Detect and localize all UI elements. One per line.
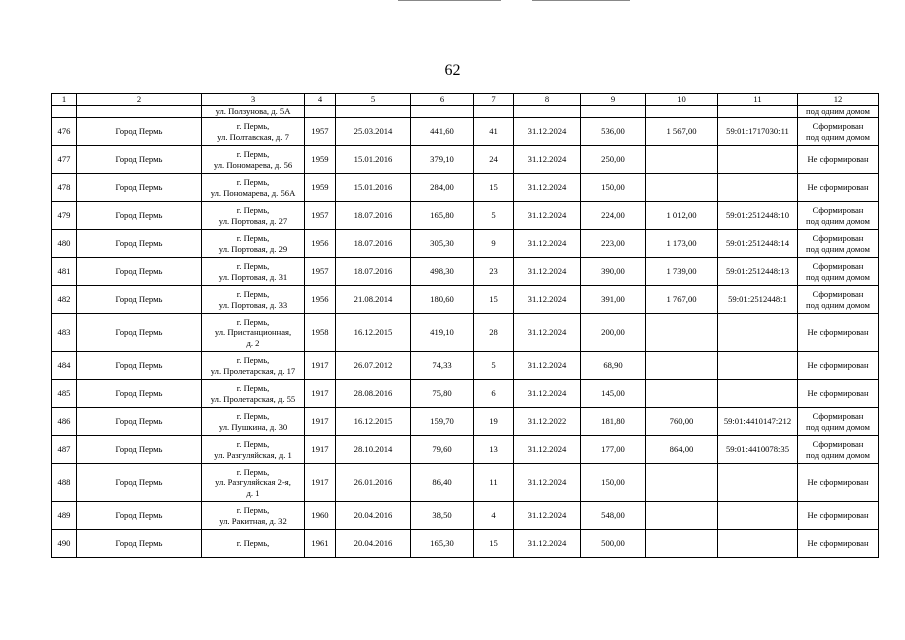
cadastral-cell: 59:01:2512448:10 bbox=[718, 202, 798, 230]
residents-cell: 23 bbox=[474, 258, 514, 286]
cadastral-cell: 59:01:4410147:212 bbox=[718, 408, 798, 436]
residents-cell: 5 bbox=[474, 352, 514, 380]
value-cell: 760,00 bbox=[646, 408, 718, 436]
header-cell: 1 bbox=[52, 94, 77, 106]
status-cell: Не сформирован bbox=[798, 146, 879, 174]
status-cell: Сформирован под одним домом bbox=[798, 286, 879, 314]
area-cell: 165,30 bbox=[411, 530, 474, 558]
area-cell: 165,80 bbox=[411, 202, 474, 230]
area-cell: 74,33 bbox=[411, 352, 474, 380]
deadline-cell: 31.12.2024 bbox=[514, 146, 581, 174]
value-cell bbox=[646, 502, 718, 530]
area-cell: 441,60 bbox=[411, 118, 474, 146]
year-cell: 1957 bbox=[305, 258, 336, 286]
top-rule-right bbox=[532, 0, 630, 1]
cadastral-cell: 59:01:2512448:1 bbox=[718, 286, 798, 314]
housing-table bbox=[51, 93, 879, 558]
value-cell bbox=[646, 174, 718, 202]
row-number-cell: 485 bbox=[52, 380, 77, 408]
year-cell: 1956 bbox=[305, 286, 336, 314]
table-row bbox=[52, 408, 879, 436]
residents-cell: 15 bbox=[474, 174, 514, 202]
municipality-cell: Город Пермь bbox=[77, 464, 202, 502]
year-cell: 1959 bbox=[305, 146, 336, 174]
area-cell: 419,10 bbox=[411, 314, 474, 352]
value-cell: 177,00 bbox=[581, 436, 646, 464]
address-cell: г. Пермь, bbox=[202, 530, 305, 558]
area-cell: 498,30 bbox=[411, 258, 474, 286]
year-cell: 1917 bbox=[305, 464, 336, 502]
municipality-cell: Город Пермь bbox=[77, 380, 202, 408]
address-cell: г. Пермь, ул. Портовая, д. 31 bbox=[202, 258, 305, 286]
value-cell: 250,00 bbox=[581, 146, 646, 174]
row-number-cell: 489 bbox=[52, 502, 77, 530]
status-cell: Сформирован под одним домом bbox=[798, 230, 879, 258]
year-cell: 1961 bbox=[305, 530, 336, 558]
deadline-cell: 31.12.2022 bbox=[514, 408, 581, 436]
table-row bbox=[52, 530, 879, 558]
municipality-cell: Город Пермь bbox=[77, 436, 202, 464]
header-cell: 5 bbox=[336, 94, 411, 106]
value-cell: 1 567,00 bbox=[646, 118, 718, 146]
table-row bbox=[52, 230, 879, 258]
page-number: 62 bbox=[444, 62, 461, 79]
row-number-cell: 486 bbox=[52, 408, 77, 436]
row-number-cell: 487 bbox=[52, 436, 77, 464]
header-cell: 11 bbox=[718, 94, 798, 106]
value-cell: 181,80 bbox=[581, 408, 646, 436]
value-cell: 1 739,00 bbox=[646, 258, 718, 286]
municipality-cell: Город Пермь bbox=[77, 230, 202, 258]
row-number-cell: 483 bbox=[52, 314, 77, 352]
date-cell: 16.12.2015 bbox=[336, 314, 411, 352]
cadastral-cell bbox=[718, 502, 798, 530]
date-cell: 18.07.2016 bbox=[336, 258, 411, 286]
value-cell: 1 767,00 bbox=[646, 286, 718, 314]
area-cell: 159,70 bbox=[411, 408, 474, 436]
date-cell: 21.08.2014 bbox=[336, 286, 411, 314]
value-cell: 536,00 bbox=[581, 118, 646, 146]
status-cell: Сформирован под одним домом bbox=[798, 436, 879, 464]
value-cell: 145,00 bbox=[581, 380, 646, 408]
row-number-cell: 480 bbox=[52, 230, 77, 258]
area-cell: 305,30 bbox=[411, 230, 474, 258]
header-cell: 10 bbox=[646, 94, 718, 106]
year-cell: 1917 bbox=[305, 380, 336, 408]
address-cell: г. Пермь, ул. Портовая, д. 33 bbox=[202, 286, 305, 314]
address-cell: г. Пермь, ул. Пролетарская, д. 17 bbox=[202, 352, 305, 380]
year-cell: 1956 bbox=[305, 230, 336, 258]
deadline-cell: 31.12.2024 bbox=[514, 464, 581, 502]
address-cell: г. Пермь, ул. Полтавская, д. 7 bbox=[202, 118, 305, 146]
value-cell bbox=[646, 314, 718, 352]
residents-cell: 4 bbox=[474, 502, 514, 530]
cadastral-cell bbox=[718, 352, 798, 380]
area-cell: 38,50 bbox=[411, 502, 474, 530]
municipality-cell: Город Пермь bbox=[77, 146, 202, 174]
year-cell: 1959 bbox=[305, 174, 336, 202]
row-number-cell: 476 bbox=[52, 118, 77, 146]
deadline-cell: 31.12.2024 bbox=[514, 352, 581, 380]
year-cell: 1957 bbox=[305, 202, 336, 230]
year-cell: 1958 bbox=[305, 314, 336, 352]
value-cell bbox=[646, 464, 718, 502]
deadline-cell: 31.12.2024 bbox=[514, 174, 581, 202]
year-cell: 1960 bbox=[305, 502, 336, 530]
table-row bbox=[52, 464, 879, 502]
area-cell: 284,00 bbox=[411, 174, 474, 202]
header-cell: 6 bbox=[411, 94, 474, 106]
cadastral-cell bbox=[718, 530, 798, 558]
address-cell: г. Пермь, ул. Ракитная, д. 32 bbox=[202, 502, 305, 530]
area-cell: 180,60 bbox=[411, 286, 474, 314]
residents-cell: 19 bbox=[474, 408, 514, 436]
address-cell: г. Пермь, ул. Пролетарская, д. 55 bbox=[202, 380, 305, 408]
municipality-cell: Город Пермь bbox=[77, 118, 202, 146]
address-cell: г. Пермь, ул. Пушкина, д. 30 bbox=[202, 408, 305, 436]
year-cell: 1957 bbox=[305, 118, 336, 146]
deadline-cell: 31.12.2024 bbox=[514, 502, 581, 530]
deadline-cell: 31.12.2024 bbox=[514, 118, 581, 146]
address-cell: ул. Ползунова, д. 5А bbox=[202, 106, 305, 118]
row-number-cell: 479 bbox=[52, 202, 77, 230]
value-cell: 864,00 bbox=[646, 436, 718, 464]
date-cell: 18.07.2016 bbox=[336, 202, 411, 230]
date-cell: 26.07.2012 bbox=[336, 352, 411, 380]
row-number-cell: 484 bbox=[52, 352, 77, 380]
deadline-cell: 31.12.2024 bbox=[514, 380, 581, 408]
date-cell: 20.04.2016 bbox=[336, 502, 411, 530]
table-row bbox=[52, 286, 879, 314]
year-cell: 1917 bbox=[305, 352, 336, 380]
area-cell: 379,10 bbox=[411, 146, 474, 174]
status-cell: Не сформирован bbox=[798, 530, 879, 558]
value-cell: 223,00 bbox=[581, 230, 646, 258]
table-row bbox=[52, 380, 879, 408]
cadastral-cell bbox=[718, 380, 798, 408]
header-cell: 4 bbox=[305, 94, 336, 106]
residents-cell: 24 bbox=[474, 146, 514, 174]
deadline-cell: 31.12.2024 bbox=[514, 530, 581, 558]
deadline-cell: 31.12.2024 bbox=[514, 230, 581, 258]
cadastral-cell bbox=[718, 146, 798, 174]
cadastral-cell: 59:01:1717030:11 bbox=[718, 118, 798, 146]
value-cell: 500,00 bbox=[581, 530, 646, 558]
municipality-cell: Город Пермь bbox=[77, 314, 202, 352]
deadline-cell: 31.12.2024 bbox=[514, 314, 581, 352]
row-number-cell: 481 bbox=[52, 258, 77, 286]
municipality-cell: Город Пермь bbox=[77, 258, 202, 286]
status-cell: Сформирован под одним домом bbox=[798, 408, 879, 436]
address-cell: г. Пермь, ул. Портовая, д. 29 bbox=[202, 230, 305, 258]
date-cell: 28.10.2014 bbox=[336, 436, 411, 464]
row-number-cell: 477 bbox=[52, 146, 77, 174]
value-cell bbox=[646, 352, 718, 380]
cadastral-cell bbox=[718, 464, 798, 502]
deadline-cell: 31.12.2024 bbox=[514, 258, 581, 286]
row-number-cell: 488 bbox=[52, 464, 77, 502]
header-cell: 8 bbox=[514, 94, 581, 106]
deadline-cell: 31.12.2024 bbox=[514, 202, 581, 230]
table-row bbox=[52, 118, 879, 146]
status-cell: Не сформирован bbox=[798, 464, 879, 502]
residents-cell: 15 bbox=[474, 530, 514, 558]
address-cell: г. Пермь, ул. Пристанционная, д. 2 bbox=[202, 314, 305, 352]
date-cell: 15.01.2016 bbox=[336, 146, 411, 174]
status-cell: Сформирован под одним домом bbox=[798, 202, 879, 230]
value-cell: 548,00 bbox=[581, 502, 646, 530]
status-cell: Сформирован под одним домом bbox=[798, 118, 879, 146]
table-row bbox=[52, 314, 879, 352]
cadastral-cell bbox=[718, 174, 798, 202]
status-cell: Не сформирован bbox=[798, 174, 879, 202]
header-cell: 9 bbox=[581, 94, 646, 106]
status-cell: Не сформирован bbox=[798, 352, 879, 380]
continued-row bbox=[52, 106, 879, 118]
residents-cell: 11 bbox=[474, 464, 514, 502]
municipality-cell: Город Пермь bbox=[77, 530, 202, 558]
value-cell: 391,00 bbox=[581, 286, 646, 314]
value-cell bbox=[646, 146, 718, 174]
row-number-cell: 482 bbox=[52, 286, 77, 314]
header-cell: 3 bbox=[202, 94, 305, 106]
cadastral-cell: 59:01:4410078:35 bbox=[718, 436, 798, 464]
table-row bbox=[52, 258, 879, 286]
area-cell: 86,40 bbox=[411, 464, 474, 502]
status-cell: Не сформирован bbox=[798, 502, 879, 530]
top-rule-left bbox=[398, 0, 501, 1]
municipality-cell: Город Пермь bbox=[77, 352, 202, 380]
municipality-cell: Город Пермь bbox=[77, 202, 202, 230]
header-cell: 2 bbox=[77, 94, 202, 106]
year-cell: 1917 bbox=[305, 436, 336, 464]
cadastral-cell: 59:01:2512448:14 bbox=[718, 230, 798, 258]
value-cell: 150,00 bbox=[581, 464, 646, 502]
date-cell: 25.03.2014 bbox=[336, 118, 411, 146]
area-cell: 79,60 bbox=[411, 436, 474, 464]
status-cell: Не сформирован bbox=[798, 380, 879, 408]
address-cell: г. Пермь, ул. Пономарева, д. 56А bbox=[202, 174, 305, 202]
deadline-cell: 31.12.2024 bbox=[514, 286, 581, 314]
value-cell: 68,90 bbox=[581, 352, 646, 380]
status-cell: под одним домом bbox=[798, 106, 879, 118]
value-cell bbox=[646, 530, 718, 558]
residents-cell: 15 bbox=[474, 286, 514, 314]
date-cell: 16.12.2015 bbox=[336, 408, 411, 436]
date-cell: 18.07.2016 bbox=[336, 230, 411, 258]
value-cell: 150,00 bbox=[581, 174, 646, 202]
table-row bbox=[52, 146, 879, 174]
value-cell: 1 012,00 bbox=[646, 202, 718, 230]
status-cell: Не сформирован bbox=[798, 314, 879, 352]
row-number-cell: 478 bbox=[52, 174, 77, 202]
residents-cell: 6 bbox=[474, 380, 514, 408]
residents-cell: 5 bbox=[474, 202, 514, 230]
residents-cell: 28 bbox=[474, 314, 514, 352]
table-row bbox=[52, 174, 879, 202]
value-cell bbox=[646, 380, 718, 408]
address-cell: г. Пермь, ул. Разгуляйская 2-я, д. 1 bbox=[202, 464, 305, 502]
table-row bbox=[52, 436, 879, 464]
residents-cell: 9 bbox=[474, 230, 514, 258]
municipality-cell: Город Пермь bbox=[77, 502, 202, 530]
residents-cell: 13 bbox=[474, 436, 514, 464]
date-cell: 26.01.2016 bbox=[336, 464, 411, 502]
value-cell: 390,00 bbox=[581, 258, 646, 286]
year-cell: 1917 bbox=[305, 408, 336, 436]
table-row bbox=[52, 352, 879, 380]
municipality-cell: Город Пермь bbox=[77, 174, 202, 202]
row-number-cell: 490 bbox=[52, 530, 77, 558]
address-cell: г. Пермь, ул. Пономарева, д. 56 bbox=[202, 146, 305, 174]
table-row bbox=[52, 202, 879, 230]
residents-cell: 41 bbox=[474, 118, 514, 146]
header-cell: 12 bbox=[798, 94, 879, 106]
municipality-cell: Город Пермь bbox=[77, 408, 202, 436]
cadastral-cell: 59:01:2512448:13 bbox=[718, 258, 798, 286]
value-cell: 200,00 bbox=[581, 314, 646, 352]
date-cell: 15.01.2016 bbox=[336, 174, 411, 202]
date-cell: 28.08.2016 bbox=[336, 380, 411, 408]
cadastral-cell bbox=[718, 314, 798, 352]
address-cell: г. Пермь, ул. Портовая, д. 27 bbox=[202, 202, 305, 230]
status-cell: Сформирован под одним домом bbox=[798, 258, 879, 286]
value-cell: 224,00 bbox=[581, 202, 646, 230]
municipality-cell: Город Пермь bbox=[77, 286, 202, 314]
address-cell: г. Пермь, ул. Разгуляйская, д. 1 bbox=[202, 436, 305, 464]
deadline-cell: 31.12.2024 bbox=[514, 436, 581, 464]
header-cell: 7 bbox=[474, 94, 514, 106]
area-cell: 75,80 bbox=[411, 380, 474, 408]
value-cell: 1 173,00 bbox=[646, 230, 718, 258]
header-row bbox=[52, 94, 879, 106]
date-cell: 20.04.2016 bbox=[336, 530, 411, 558]
table-row bbox=[52, 502, 879, 530]
